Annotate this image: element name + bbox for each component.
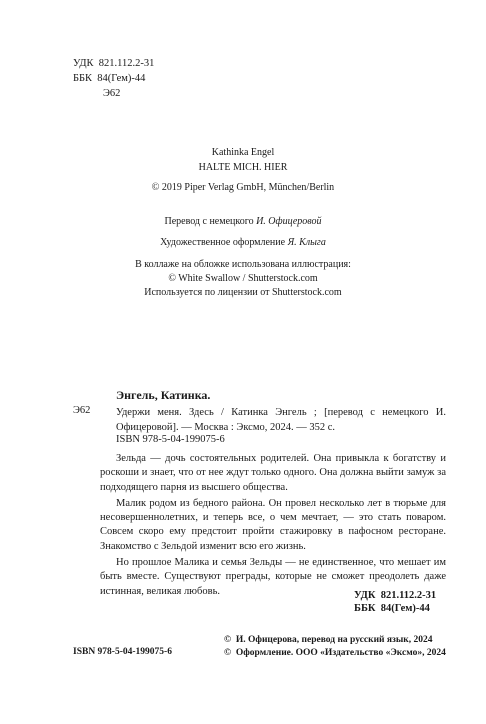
classification-block xyxy=(73,56,154,101)
design-prefix: Художественное оформление xyxy=(160,237,288,248)
footer-copyrights xyxy=(224,634,446,660)
footer-classification xyxy=(354,589,446,615)
catalog-heading: Энгель, Катинка. xyxy=(116,388,211,402)
original-copyright: © 2019 Piper Verlag GmbH, München/Berlin xyxy=(151,182,335,193)
original-author: Kathinka Engel xyxy=(211,147,275,158)
catalog-code: Э62 xyxy=(73,405,91,416)
translation-prefix: Перевод с немецкого xyxy=(164,216,257,227)
collage-line-3: Используется по лицензии от Shutterstock.com xyxy=(144,287,342,298)
design-credit xyxy=(0,236,486,250)
annotation-paragraph: Но прошлое Малика и семья Зельды — не единственное, что мешает им быть вместе. Существуют преграды, которые не сможет преодолеть даже истинная, великая любовь. xyxy=(100,557,446,597)
footer-bbk: ББК 84(Гем)-44 xyxy=(354,603,430,614)
catalog-description: Удержи меня. Здесь / Катинка Энгель ; [перевод с немецкого И. Офицеровой]. — Москва : Эксмо, 2024. — 352 с. xyxy=(116,407,446,433)
footer-isbn: ISBN 978-5-04-199075-6 xyxy=(73,647,172,657)
annotation xyxy=(100,452,446,601)
footer-udc: УДК 821.112.2-31 xyxy=(354,590,437,601)
copyright-translation: © И. Офицерова, перевод на русский язык, 2024 xyxy=(224,635,433,645)
udc-code: УДК 821.112.2-31 xyxy=(73,58,155,69)
translation-credit xyxy=(0,215,486,229)
copyright-design: © Оформление. ООО «Издательство «Эксмо», 2024 xyxy=(224,648,446,658)
bbk-code: ББК 84(Гем)-44 xyxy=(73,73,146,84)
collage-line-2: © White Swallow / Shutterstock.com xyxy=(168,273,318,284)
annotation-paragraph: Зельда — дочь состоятельных родителей. Она привыкла к богатству и роскоши и знает, что от нее ждут только одного. Она должна выйти замуж за подходящего парня из высшего общества. xyxy=(100,453,446,493)
original-title: HALTE MICH. HIER xyxy=(198,162,288,173)
author-code: Э62 xyxy=(103,88,121,99)
annotation-paragraph: Малик родом из бедного района. Он провел несколько лет в тюрьме для несовершеннолетних, и теперь все, о чем мечтает, — это стать поваром. Совсем скоро ему предстоит пройти стажировку в пафосном ресторане. Знакомство с Зельдой изменит всю его жизнь. xyxy=(100,497,446,552)
catalog-isbn: ISBN 978-5-04-199075-6 xyxy=(116,434,225,445)
translator-name: И. Офицеровой xyxy=(256,216,322,227)
designer-name: Я. Клыга xyxy=(287,237,326,248)
collage-line-1: В коллаже на обложке использована иллюстрация: xyxy=(135,259,351,270)
